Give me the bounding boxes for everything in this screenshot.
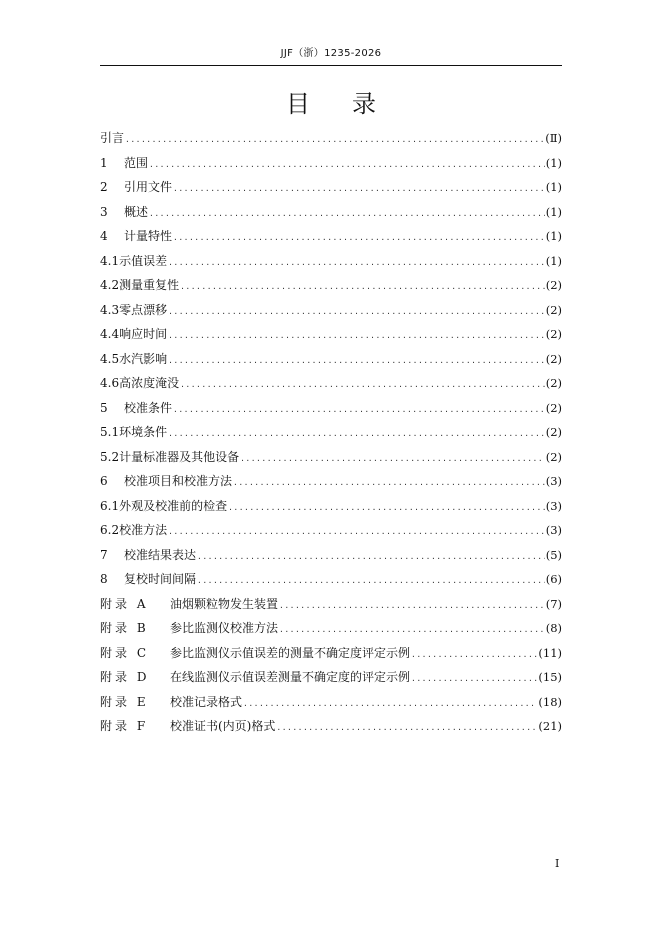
toc-entry-page: (1) [545, 229, 562, 243]
toc-entry-page: (6) [545, 572, 562, 586]
toc-entry-title: 环境条件 [119, 425, 168, 439]
toc-entry-number: 5.1 [100, 425, 120, 439]
toc-entry-page: (2) [545, 351, 562, 366]
dot-leader [240, 447, 545, 472]
toc-entry[interactable] [100, 420, 562, 445]
dot-leader [411, 667, 537, 692]
toc-entry-title: 高浓度淹没 [119, 376, 180, 390]
toc-entry-number: 1 [100, 155, 108, 170]
toc-entry-number: 附录 F [100, 719, 149, 733]
toc-entry-label [100, 371, 179, 396]
toc-entry[interactable] [100, 273, 562, 298]
toc-entry-number: 7 [100, 547, 108, 562]
dot-leader [168, 349, 545, 374]
toc-entry-label [100, 224, 172, 249]
toc-entry-label [100, 690, 242, 715]
toc-entry-label [100, 445, 239, 470]
toc-entry[interactable] [100, 151, 562, 176]
toc-entry-title: 复校时间间隔 [124, 572, 197, 586]
toc-entry-page: (3) [545, 498, 562, 513]
dot-leader [279, 594, 545, 619]
toc-entry[interactable] [100, 396, 562, 421]
toc-entry-label [100, 616, 278, 641]
toc-entry-title: 校准结果表达 [124, 547, 197, 562]
toc-entry-label [100, 420, 167, 445]
toc-entry-label [100, 494, 227, 519]
toc-entry-title: 概述 [124, 204, 149, 219]
toc-entry-label [100, 543, 196, 568]
toc-entry-page: (2) [545, 278, 562, 292]
toc-entry-label [100, 151, 148, 176]
toc-entry-label [100, 347, 167, 372]
toc-entry-page: (2) [545, 302, 562, 317]
toc-entry-number: 4 [100, 229, 108, 243]
page-title: 目录 [286, 90, 418, 118]
toc-entry-label [100, 592, 278, 617]
toc-entry-number: 4.4 [100, 327, 120, 341]
toc-entry-title: 示值误差 [119, 253, 168, 268]
dot-leader [168, 520, 545, 545]
toc-entry-number: 附录 B [100, 621, 149, 635]
dot-leader [279, 618, 545, 643]
toc-entry-number: 4.5 [100, 351, 120, 366]
toc-entry-number: 6 [100, 474, 108, 488]
toc-entry-label [100, 298, 167, 323]
toc-entry[interactable] [100, 567, 562, 592]
toc-entry-number: 5 [100, 400, 108, 415]
dot-leader [168, 422, 545, 447]
toc-entry-page: (2) [545, 376, 562, 390]
toc-entry-page: (2) [545, 400, 562, 415]
toc-entry-label [100, 518, 167, 543]
toc-entry-page: (1) [545, 253, 562, 268]
toc-entry[interactable] [100, 371, 562, 396]
toc-entry[interactable] [100, 518, 562, 543]
dot-leader [168, 251, 545, 276]
dot-leader [276, 716, 537, 741]
toc-entry-page: (11) [538, 645, 562, 660]
toc-entry-title: 水汽影响 [119, 351, 168, 366]
toc-entry[interactable] [100, 322, 562, 347]
dot-leader [173, 226, 545, 251]
dot-leader [173, 398, 545, 423]
toc-entry-label [100, 322, 167, 347]
toc-entry-page: (5) [545, 547, 562, 562]
toc-entry-title: 计量标准器及其他设备 [119, 449, 240, 464]
toc-entry-number: 4.3 [100, 302, 120, 317]
toc-entry-title: 校准方法 [119, 523, 168, 537]
toc-entry-label [100, 641, 410, 666]
running-header: JJF（浙）1235-2026 [280, 48, 382, 59]
toc-entry[interactable] [100, 469, 562, 494]
dot-leader [228, 496, 545, 521]
toc-entry-number: 6.1 [100, 498, 120, 513]
toc-entry-label [100, 126, 124, 151]
dot-leader [233, 471, 545, 496]
dot-leader [411, 643, 537, 668]
toc-entry[interactable] [100, 249, 562, 274]
toc-entry-number: 4.6 [100, 376, 120, 390]
page-number: I [555, 857, 560, 870]
toc-entry[interactable] [100, 665, 562, 690]
dot-leader [180, 373, 545, 398]
dot-leader [243, 692, 537, 717]
toc-entry-title: 校准项目和校准方法 [124, 474, 233, 488]
toc-entry-title: 引用文件 [124, 180, 173, 194]
toc-entry-page: (18) [538, 694, 562, 709]
toc-entry-number: 5.2 [100, 449, 120, 464]
toc-entry-page: (2) [545, 425, 562, 439]
toc-entry[interactable] [100, 175, 562, 200]
toc-entry-page: (1) [545, 180, 562, 194]
toc-entry-number: 附录 D [100, 670, 150, 684]
toc-entry-label [100, 175, 172, 200]
toc-entry[interactable] [100, 641, 562, 666]
toc-entry-title: 油烟颗粒物发生装置 [170, 596, 279, 611]
toc-entry-label [100, 273, 179, 298]
dot-leader [197, 545, 545, 570]
toc-entry-title: 校准条件 [124, 400, 173, 415]
toc-entry-page: (3) [545, 474, 562, 488]
toc-entry-label [100, 200, 148, 225]
toc-entry-number: 8 [100, 572, 108, 586]
toc-entry-title: 响应时间 [119, 327, 168, 341]
toc-entry-title: 校准证书(内页)格式 [170, 719, 276, 733]
toc-entry-number: 附录 A [100, 596, 149, 611]
toc-entry-page: (Ⅱ) [545, 131, 562, 145]
toc-entry-number: 4.1 [100, 253, 120, 268]
table-of-contents [100, 126, 562, 739]
toc-entry-page: (1) [545, 155, 562, 170]
toc-entry-page: (15) [538, 670, 562, 684]
toc-entry-number: 4.2 [100, 278, 120, 292]
toc-entry-number: 3 [100, 204, 108, 219]
dot-leader [168, 324, 545, 349]
toc-entry-title: 在线监测仪示值误差测量不确定度的评定示例 [170, 670, 411, 684]
toc-entry[interactable] [100, 543, 562, 568]
dot-leader [149, 202, 545, 227]
toc-entry-title: 校准记录格式 [170, 694, 243, 709]
header-divider [100, 65, 562, 66]
toc-entry-number: 2 [100, 180, 108, 194]
toc-entry-page: (8) [545, 621, 562, 635]
toc-entry-title: 引言 [100, 131, 125, 145]
dot-leader [125, 128, 544, 153]
toc-entry-title: 参比监测仪示值误差的测量不确定度评定示例 [170, 645, 411, 660]
dot-leader [197, 569, 545, 594]
toc-entry-label [100, 567, 196, 592]
toc-entry-title: 测量重复性 [119, 278, 180, 292]
toc-entry-title: 零点漂移 [119, 302, 168, 317]
toc-entry-label [100, 665, 410, 690]
toc-entry-page: (3) [545, 523, 562, 537]
toc-entry[interactable] [100, 690, 562, 715]
toc-entry-page: (2) [545, 327, 562, 341]
toc-entry-page: (21) [538, 719, 562, 733]
toc-entry-title: 计量特性 [124, 229, 173, 243]
toc-entry[interactable] [100, 592, 562, 617]
toc-entry[interactable] [100, 126, 562, 151]
toc-entry-label [100, 396, 172, 421]
toc-entry[interactable] [100, 445, 562, 470]
toc-entry-label [100, 469, 232, 494]
toc-entry[interactable] [100, 347, 562, 372]
toc-entry-title: 范围 [124, 155, 149, 170]
toc-entry-title: 参比监测仪校准方法 [170, 621, 279, 635]
toc-entry[interactable] [100, 224, 562, 249]
toc-entry-number: 附录 E [100, 694, 149, 709]
dot-leader [173, 177, 545, 202]
dot-leader [180, 275, 545, 300]
toc-entry[interactable] [100, 616, 562, 641]
toc-entry[interactable] [100, 494, 562, 519]
toc-entry-label [100, 249, 167, 274]
toc-entry-page: (2) [545, 449, 562, 464]
dot-leader [149, 153, 545, 178]
dot-leader [168, 300, 545, 325]
toc-entry[interactable] [100, 200, 562, 225]
toc-entry-page: (7) [545, 596, 562, 611]
toc-entry-label [100, 714, 275, 739]
toc-entry-page: (1) [545, 204, 562, 219]
toc-entry-title: 外观及校准前的检查 [119, 498, 228, 513]
toc-entry-number: 附录 C [100, 645, 149, 660]
toc-entry-number: 6.2 [100, 523, 120, 537]
toc-entry[interactable] [100, 298, 562, 323]
toc-entry[interactable] [100, 714, 562, 739]
